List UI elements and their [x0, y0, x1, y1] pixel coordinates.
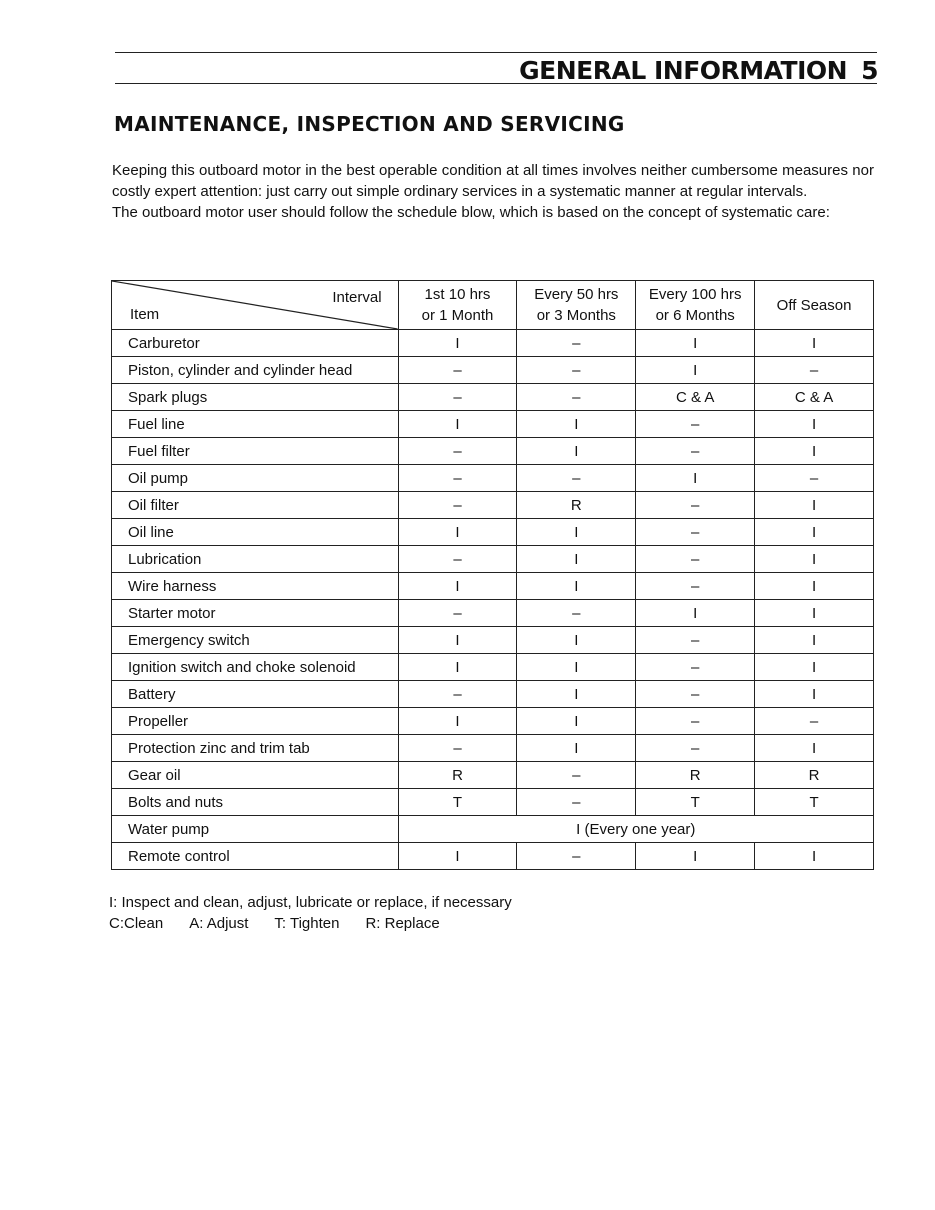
value-cell: – — [636, 708, 755, 735]
item-cell: Gear oil — [112, 762, 399, 789]
item-cell: Lubrication — [112, 546, 399, 573]
value-cell: I — [755, 681, 874, 708]
table-row — [112, 789, 874, 816]
item-cell: Water pump — [112, 816, 399, 843]
intro-paragraph-1: Keeping this outboard motor in the best operable condition at all times involves neither cumbersome measures nor costly expert attention: just carry out simple ordinary services in a systematic manner at regular intervals. — [112, 162, 874, 200]
value-cell: – — [636, 681, 755, 708]
value-cell: I — [517, 438, 636, 465]
legend-line-2 — [109, 913, 512, 934]
item-cell: Piston, cylinder and cylinder head — [112, 357, 399, 384]
column-header-1: 1st 10 hrs or 1 Month — [398, 281, 517, 330]
top-rule — [115, 52, 877, 53]
value-cell: I — [755, 627, 874, 654]
item-label: Item — [130, 306, 160, 323]
value-cell: – — [398, 438, 517, 465]
value-cell: – — [517, 384, 636, 411]
running-header — [519, 56, 878, 85]
value-cell: I — [517, 519, 636, 546]
item-cell: Fuel filter — [112, 438, 399, 465]
maintenance-schedule-table — [111, 280, 874, 870]
value-cell: – — [636, 627, 755, 654]
value-cell: I — [755, 411, 874, 438]
table-row — [112, 438, 874, 465]
value-cell: I — [398, 330, 517, 357]
value-cell: – — [517, 330, 636, 357]
value-cell: – — [636, 654, 755, 681]
value-cell: I — [398, 843, 517, 870]
value-cell: – — [398, 546, 517, 573]
value-cell: – — [398, 384, 517, 411]
table-row-water-pump — [112, 816, 874, 843]
table-row — [112, 411, 874, 438]
header-rule — [115, 83, 877, 84]
value-cell: – — [636, 438, 755, 465]
table-row — [112, 762, 874, 789]
value-cell: R — [636, 762, 755, 789]
item-cell: Oil pump — [112, 465, 399, 492]
value-cell: – — [636, 411, 755, 438]
value-cell: R — [398, 762, 517, 789]
value-cell: – — [755, 357, 874, 384]
legend-adjust: A: Adjust — [189, 915, 249, 932]
value-cell: I — [755, 735, 874, 762]
value-cell: R — [517, 492, 636, 519]
value-cell: I — [517, 546, 636, 573]
value-cell: T — [755, 789, 874, 816]
value-cell: I — [755, 600, 874, 627]
value-cell: I — [398, 654, 517, 681]
value-cell: C & A — [755, 384, 874, 411]
value-cell: – — [636, 573, 755, 600]
item-cell: Ignition switch and choke solenoid — [112, 654, 399, 681]
table-header-row — [112, 281, 874, 330]
intro-paragraph-2: The outboard motor user should follow the schedule blow, which is based on the concept of systematic care: — [112, 204, 830, 221]
value-cell: C & A — [636, 384, 755, 411]
value-cell: I — [398, 627, 517, 654]
table-row — [112, 519, 874, 546]
value-cell: – — [636, 519, 755, 546]
header-title: GENERAL INFORMATION — [519, 56, 848, 85]
item-cell: Remote control — [112, 843, 399, 870]
value-cell: I — [755, 654, 874, 681]
table-row — [112, 492, 874, 519]
value-cell: – — [398, 681, 517, 708]
merged-value-cell: I (Every one year) — [398, 816, 873, 843]
table-row — [112, 735, 874, 762]
value-cell: I — [636, 357, 755, 384]
value-cell: – — [636, 492, 755, 519]
value-cell: I — [517, 627, 636, 654]
item-cell: Starter motor — [112, 600, 399, 627]
table-row — [112, 384, 874, 411]
item-cell: Oil line — [112, 519, 399, 546]
column-header-4: Off Season — [755, 281, 874, 330]
value-cell: – — [517, 600, 636, 627]
item-cell: Fuel line — [112, 411, 399, 438]
value-cell: – — [517, 789, 636, 816]
item-cell: Protection zinc and trim tab — [112, 735, 399, 762]
value-cell: – — [398, 465, 517, 492]
legend-clean: C:Clean — [109, 915, 164, 932]
table-row — [112, 330, 874, 357]
value-cell: – — [636, 735, 755, 762]
table-row — [112, 573, 874, 600]
item-cell: Spark plugs — [112, 384, 399, 411]
page-number: 5 — [861, 56, 878, 85]
item-cell: Bolts and nuts — [112, 789, 399, 816]
section-title: MAINTENANCE, INSPECTION AND SERVICING — [114, 112, 625, 136]
corner-header-cell — [112, 281, 399, 330]
value-cell: I — [636, 330, 755, 357]
interval-label: Interval — [332, 289, 382, 306]
value-cell: I — [398, 708, 517, 735]
table-row — [112, 654, 874, 681]
value-cell: I — [517, 654, 636, 681]
value-cell: I — [517, 573, 636, 600]
value-cell: – — [517, 465, 636, 492]
legend-replace: R: Replace — [365, 915, 440, 932]
value-cell: – — [755, 465, 874, 492]
value-cell: – — [517, 357, 636, 384]
value-cell: T — [636, 789, 755, 816]
value-cell: I — [636, 465, 755, 492]
item-cell: Emergency switch — [112, 627, 399, 654]
value-cell: I — [517, 735, 636, 762]
value-cell: I — [517, 708, 636, 735]
table-row — [112, 681, 874, 708]
value-cell: I — [517, 681, 636, 708]
item-cell: Battery — [112, 681, 399, 708]
table-row-remote-control — [112, 843, 874, 870]
value-cell: I — [755, 843, 874, 870]
table-row — [112, 546, 874, 573]
column-header-2: Every 50 hrs or 3 Months — [517, 281, 636, 330]
column-header-3: Every 100 hrs or 6 Months — [636, 281, 755, 330]
value-cell: – — [398, 735, 517, 762]
table-row — [112, 600, 874, 627]
value-cell: I — [398, 519, 517, 546]
value-cell: I — [755, 519, 874, 546]
intro-text — [112, 160, 874, 223]
value-cell: I — [755, 330, 874, 357]
item-cell: Propeller — [112, 708, 399, 735]
item-cell: Wire harness — [112, 573, 399, 600]
value-cell: – — [398, 357, 517, 384]
value-cell: I — [398, 411, 517, 438]
item-cell: Carburetor — [112, 330, 399, 357]
value-cell: T — [398, 789, 517, 816]
value-cell: I — [398, 573, 517, 600]
value-cell: I — [755, 546, 874, 573]
table-row — [112, 465, 874, 492]
value-cell: – — [636, 546, 755, 573]
value-cell: I — [755, 573, 874, 600]
value-cell: R — [755, 762, 874, 789]
table-row — [112, 357, 874, 384]
value-cell: – — [398, 600, 517, 627]
legend-tighten: T: Tighten — [274, 915, 340, 932]
value-cell: – — [517, 843, 636, 870]
value-cell: – — [517, 762, 636, 789]
value-cell: – — [755, 708, 874, 735]
value-cell: I — [517, 411, 636, 438]
value-cell: I — [636, 600, 755, 627]
table-row — [112, 708, 874, 735]
table-row — [112, 627, 874, 654]
item-cell: Oil filter — [112, 492, 399, 519]
legend-line-1: I: Inspect and clean, adjust, lubricate or replace, if necessary — [109, 894, 512, 911]
value-cell: I — [636, 843, 755, 870]
value-cell: I — [755, 438, 874, 465]
value-cell: I — [755, 492, 874, 519]
legend — [109, 892, 512, 934]
value-cell: – — [398, 492, 517, 519]
